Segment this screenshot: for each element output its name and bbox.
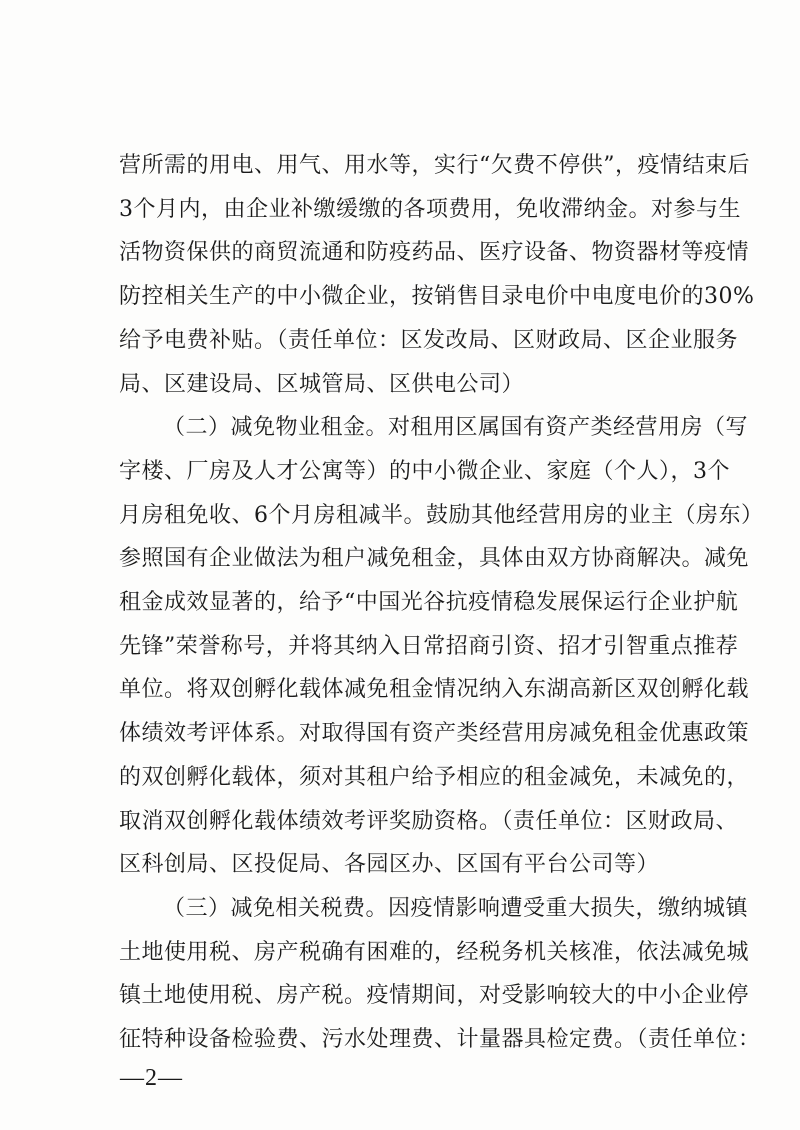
body-text-line: 租金成效显著的，给予“中国光谷抗疫情稳发展保运行企业护航 (119, 590, 739, 615)
body-text-line: 征特种设备检验费、污水处理费、计量器具检定费。（责任单位： (119, 1027, 761, 1052)
body-text-line: 月房租免收、6个月房租减半。鼓励其他经营用房的业主（房东） (119, 502, 764, 528)
body-text-line: 字楼、厂房及人才公寓等）的中小微企业、家庭（个人），3个 (119, 458, 730, 484)
body-text-line: 的双创孵化载体，须对其租户给予相应的租金减免，未减免的， (119, 764, 750, 790)
body-text-line: 镇土地使用税、房产税。疫情期间，对受影响较大的中小企业停 (119, 983, 750, 1009)
section-heading-line: （二）减免物业租金。对租用区属国有资产类经营用房（写 (163, 415, 749, 441)
body-text-line: 区科创局、区投促局、各园区办、区国有平台公司等） (119, 852, 660, 878)
body-text-line: 给予电费补贴。（责任单位：区发改局、区财政局、区企业服务 (119, 327, 739, 353)
body-text-line: 参照国有企业做法为租户减免租金，具体由双方协商解决。减免 (119, 546, 750, 572)
body-text-line: 体绩效考评体系。对取得国有资产类经营用房减免租金优惠政策 (119, 721, 750, 747)
body-text-line: 先锋”荣誉称号，并将其纳入日常招商引资、招才引智重点推荐 (119, 633, 739, 659)
body-text-line: 3个月内，由企业补缴缓缴的各项费用，免收滞纳金。对参与生 (119, 196, 741, 222)
body-text-line: 单位。将双创孵化载体减免租金情况纳入东湖高新区双创孵化载 (119, 677, 750, 703)
body-text-line: 活物资保供的商贸流通和防疫药品、医疗设备、物资器材等疫情 (119, 240, 750, 266)
body-text-line: 营所需的用电、用气、用水等，实行“欠费不停供”，疫情结束后 (119, 153, 750, 178)
body-text-line: 土地使用税、房产税确有困难的，经税务机关核准，依法减免城 (119, 939, 750, 965)
section-heading-line: （三）减免相关税费。因疫情影响遭受重大损失，缴纳城镇 (163, 895, 749, 921)
body-text-line: 取消双创孵化载体绩效考评奖励资格。（责任单位：区财政局、 (119, 808, 739, 834)
body-text-line: 局、区建设局、区城管局、区供电公司） (119, 371, 525, 397)
body-text-line: 防控相关生产的中小微企业，按销售目录电价中电度电价的30% (119, 284, 755, 310)
page-number: —2— (120, 1065, 183, 1091)
